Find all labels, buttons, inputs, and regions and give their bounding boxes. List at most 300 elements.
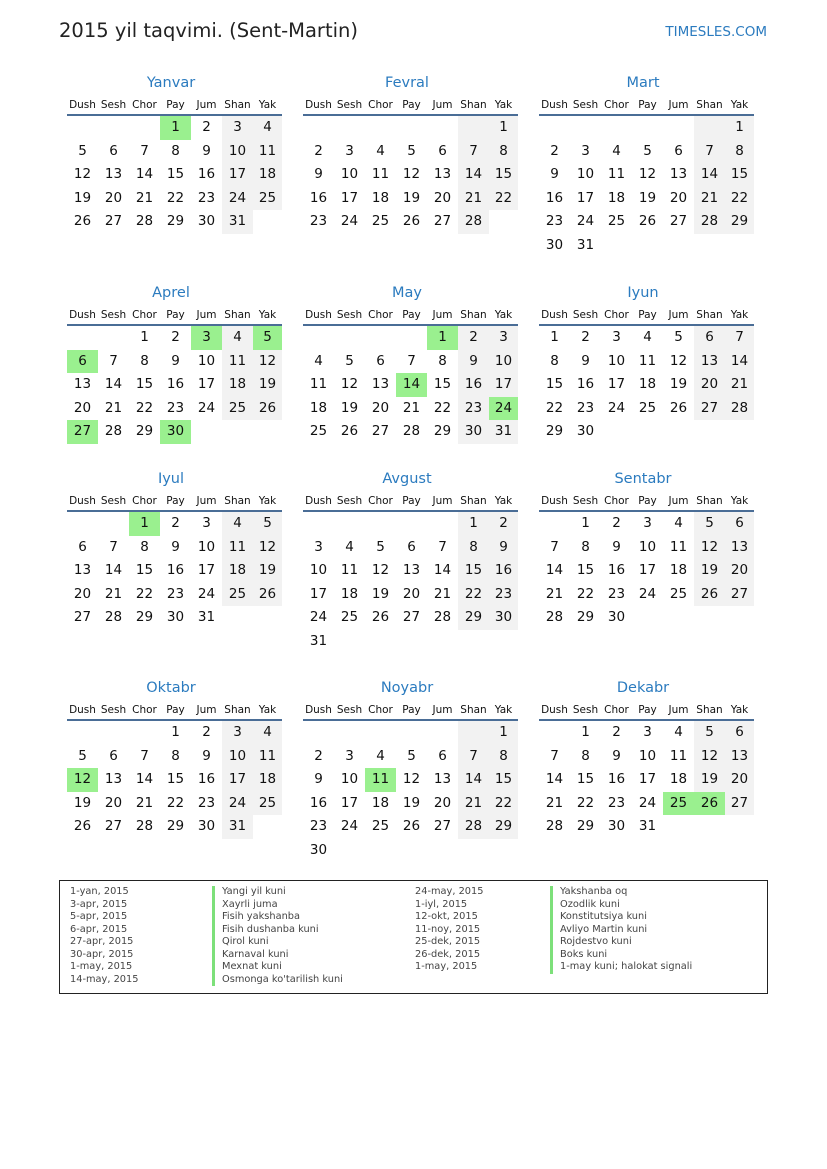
month-name: Oktabr [146,680,196,696]
day-cell: 23 [576,399,595,416]
day-cell: 23 [607,585,626,602]
weekday-label: Dush [305,704,332,716]
day-empty [458,116,489,140]
day-cell: 20 [433,189,452,206]
day-cell: 22 [576,585,595,602]
day-cell: 29 [135,609,154,625]
day-cell: 19 [340,399,359,416]
legend-date: 11-noy, 2015 [415,923,481,935]
day-cell: 25 [607,213,626,229]
legend-holiday-name: Mexnat kuni [212,961,282,974]
day-cell: 26 [253,397,282,421]
day-cell: 26 [253,583,282,607]
day-empty [489,630,518,654]
day-cell: 18 [607,189,626,206]
day-cell: 21 [694,187,725,211]
week-row [303,536,518,560]
day-empty [334,839,365,863]
day-cell: 2 [171,515,180,531]
day-cell: 26 [371,609,390,625]
day-cell: 11 [253,140,282,164]
day-cell: 28 [458,210,489,234]
week-row [303,350,518,374]
day-cell: 6 [725,721,754,745]
day-cell: 17 [638,562,657,578]
legend-date: 5-apr, 2015 [70,911,128,922]
day-cell: 3 [612,329,621,345]
weekday-label: Pay [166,309,185,321]
day-cell: 1 [458,512,489,536]
day-cell: 8 [489,140,518,164]
day-empty [365,116,396,140]
day-cell: 1 [171,724,180,740]
day-empty [129,116,160,140]
legend-date: 14-may, 2015 [70,973,139,985]
day-cell: 11 [669,747,688,764]
day-cell: 31 [576,236,595,253]
day-cell: 4 [674,724,683,740]
day-cell: 14 [458,768,489,792]
day-holiday: 24 [489,397,518,421]
week-row [539,234,754,258]
day-cell: 21 [545,585,564,602]
day-holiday: 1 [160,116,191,140]
day-cell: 3 [643,515,652,531]
weekday-label: Pay [638,495,657,507]
week-row [539,397,754,421]
day-cell: 19 [694,559,725,583]
day-cell: 16 [607,771,626,787]
day-cell: 27 [371,423,390,439]
day-cell: 10 [309,562,328,578]
weekday-label: Yak [258,99,277,111]
day-cell: 22 [489,792,518,816]
day-empty [632,420,663,444]
day-cell: 12 [669,352,688,369]
day-cell: 4 [376,142,385,159]
day-cell: 10 [197,538,216,555]
day-cell: 9 [581,352,590,369]
day-cell: 17 [489,373,518,397]
day-cell: 5 [78,142,87,159]
day-cell: 29 [545,423,564,439]
day-cell: 6 [109,142,118,159]
week-row [67,606,282,630]
day-cell: 14 [104,376,123,392]
week-row [303,397,518,421]
day-cell: 27 [694,397,725,421]
day-empty [253,815,282,839]
day-cell: 14 [135,771,154,787]
weekday-label: Pay [638,309,657,321]
day-cell: 5 [345,352,354,369]
day-cell: 2 [612,515,621,531]
day-cell: 18 [638,376,657,392]
day-empty [539,721,570,745]
day-cell: 23 [607,794,626,811]
day-cell: 23 [166,399,185,416]
day-cell: 12 [340,376,359,392]
day-cell: 27 [433,213,452,229]
day-cell: 16 [166,376,185,392]
day-holiday: 6 [67,350,98,374]
day-cell: 30 [576,423,595,439]
week-row [539,536,754,560]
day-cell: 9 [171,352,180,369]
day-cell: 16 [309,794,328,811]
day-cell: 13 [433,166,452,182]
week-row [303,512,518,536]
day-cell: 26 [73,213,92,229]
legend-holiday-name: Fisih yakshanba [212,911,300,924]
day-cell: 19 [253,373,282,397]
weekday-label: Shan [224,99,251,111]
month-name: Noyabr [380,680,434,696]
day-cell: 2 [171,329,180,345]
day-empty [67,721,98,745]
day-cell: 3 [643,724,652,740]
weekday-label: Sesh [572,495,599,507]
day-cell: 17 [607,376,626,392]
day-cell: 11 [340,562,359,578]
day-cell: 18 [371,794,390,811]
day-cell: 13 [371,376,390,392]
day-cell: 19 [371,585,390,602]
day-cell: 15 [545,376,564,392]
day-empty [334,630,365,654]
weekday-label: Jum [432,309,453,321]
day-empty [427,839,458,863]
day-cell: 9 [171,538,180,555]
day-empty [334,512,365,536]
week-row [67,140,282,164]
week-row [539,792,754,816]
day-cell: 4 [643,329,652,345]
legend-holiday-name: Karnaval kuni [212,949,288,962]
day-cell: 25 [340,609,359,625]
day-cell: 18 [222,559,253,583]
day-empty [396,116,427,140]
day-cell: 7 [438,538,447,555]
weekday-label: Jum [196,495,217,507]
legend-date: 12-okt, 2015 [415,911,478,922]
week-row [303,163,518,187]
day-cell: 6 [438,142,447,159]
day-cell: 29 [458,606,489,630]
day-cell: 7 [109,352,118,369]
day-cell: 10 [340,166,359,182]
day-cell: 20 [725,559,754,583]
day-cell: 22 [489,187,518,211]
day-cell: 27 [433,818,452,834]
day-empty [303,116,334,140]
weekday-label: Pay [402,704,421,716]
day-empty [427,630,458,654]
weekday-label: Pay [402,99,421,111]
day-empty [396,721,427,745]
weekday-label: Dush [541,704,568,716]
legend-date: 25-dek, 2015 [415,936,481,947]
day-cell: 16 [545,189,564,206]
day-cell: 25 [253,187,282,211]
day-empty [489,839,518,863]
day-empty [663,420,694,444]
day-cell: 31 [309,632,328,649]
day-cell: 3 [222,721,253,745]
week-row [303,630,518,654]
day-cell: 24 [576,213,595,229]
week-row [539,745,754,769]
day-cell: 7 [725,326,754,350]
week-row [303,815,518,839]
month-name: Fevral [385,75,429,91]
week-row [67,350,282,374]
day-cell: 18 [371,189,390,206]
day-cell: 2 [202,724,211,740]
weekday-label: Chor [604,495,629,507]
day-empty [129,721,160,745]
day-cell: 28 [433,609,452,625]
day-cell: 20 [694,373,725,397]
week-row [67,721,282,745]
weekday-label: Sesh [100,704,127,716]
day-cell: 28 [545,818,564,834]
day-empty [694,606,725,630]
week-row [539,350,754,374]
day-cell: 2 [458,326,489,350]
day-empty [365,326,396,350]
day-cell: 27 [104,818,123,834]
day-empty [67,116,98,140]
day-cell: 19 [73,189,92,206]
week-row [303,583,518,607]
day-empty [365,512,396,536]
day-cell: 6 [407,538,416,555]
week-row [303,210,518,234]
day-cell: 10 [638,747,657,764]
day-cell: 15 [433,376,452,392]
day-cell: 15 [166,166,185,182]
day-empty [191,420,222,444]
day-cell: 7 [458,140,489,164]
weekday-label: Pay [638,99,657,111]
weekday-label: Jum [668,99,689,111]
day-cell: 18 [222,373,253,397]
month-name: Dekabr [616,680,670,696]
legend-date: 1-may, 2015 [415,961,478,972]
page-title: 2015 yil taqvimi. (Sent-Martin) [59,19,358,42]
day-cell: 11 [222,350,253,374]
day-empty [396,326,427,350]
day-cell: 22 [576,794,595,811]
day-cell: 8 [140,538,149,555]
week-row [539,768,754,792]
day-cell: 27 [402,609,421,625]
day-empty [663,606,694,630]
legend-date: 1-yan, 2015 [70,886,129,897]
day-empty [222,420,253,444]
week-row [539,606,754,630]
day-cell: 4 [253,116,282,140]
weekday-label: Shan [460,99,487,111]
day-cell: 5 [643,142,652,159]
month-avgust [296,468,518,653]
day-cell: 6 [674,142,683,159]
day-cell: 14 [135,166,154,182]
week-row [67,326,282,350]
day-empty [694,234,725,258]
weekday-label: Chor [368,495,393,507]
weekday-label: Jum [196,704,217,716]
day-cell: 31 [197,609,216,625]
day-cell: 8 [489,745,518,769]
week-row [303,721,518,745]
day-cell: 21 [104,399,123,416]
day-cell: 9 [458,350,489,374]
day-cell: 27 [669,213,688,229]
day-cell: 7 [694,140,725,164]
day-cell: 15 [725,163,754,187]
day-cell: 25 [371,818,390,834]
day-cell: 24 [607,399,626,416]
day-cell: 6 [78,538,87,555]
week-row [539,140,754,164]
day-cell: 30 [197,213,216,229]
weekday-header [67,304,282,326]
day-holiday: 1 [427,326,458,350]
weekday-label: Dush [69,99,96,111]
week-row [539,420,754,444]
day-cell: 5 [78,747,87,764]
weekday-label: Jum [668,704,689,716]
day-empty [458,630,489,654]
day-cell: 10 [222,745,253,769]
week-row [539,187,754,211]
day-empty [663,234,694,258]
day-cell: 24 [340,213,359,229]
legend-holiday-name: Yangi yil kuni [212,886,286,899]
legend-date: 30-apr, 2015 [70,948,134,960]
weekday-label: Yak [494,309,513,321]
weekday-label: Shan [224,309,251,321]
weekday-label: Chor [368,704,393,716]
day-cell: 10 [489,350,518,374]
day-cell: 16 [576,376,595,392]
day-cell: 22 [545,399,564,416]
week-row [303,373,518,397]
day-cell: 27 [725,583,754,607]
day-empty [632,234,663,258]
day-empty [396,630,427,654]
weekday-label: Pay [166,704,185,716]
day-cell: 10 [197,352,216,369]
day-cell: 9 [550,166,559,182]
day-cell: 29 [489,815,518,839]
day-cell: 10 [607,352,626,369]
day-cell: 8 [458,536,489,560]
weekday-header [67,94,282,116]
day-cell: 30 [309,841,328,858]
day-cell: 6 [694,326,725,350]
weekday-label: Shan [224,704,251,716]
day-cell: 25 [222,397,253,421]
month-name: Avgust [382,471,432,487]
day-cell: 10 [340,771,359,787]
week-row [539,210,754,234]
weekday-label: Sesh [336,99,363,111]
day-cell: 19 [402,189,421,206]
legend-holiday-name: 1-may kuni; halokat signali [550,961,692,974]
day-cell: 25 [309,423,328,439]
weekday-label: Yak [258,309,277,321]
weekday-label: Dush [69,704,96,716]
day-cell: 29 [725,210,754,234]
day-cell: 28 [104,423,123,439]
site-link[interactable]: TIMESLES.COM [665,24,767,40]
month-name: Aprel [152,285,190,301]
week-row [539,559,754,583]
day-cell: 24 [340,818,359,834]
day-empty [601,116,632,140]
day-holiday: 11 [365,768,396,792]
weekday-label: Yak [258,495,277,507]
weekday-label: Dush [541,309,568,321]
weekday-label: Dush [69,309,96,321]
weekday-header [303,699,518,721]
week-row [67,536,282,560]
day-cell: 9 [202,142,211,159]
week-row [539,373,754,397]
day-cell: 9 [489,536,518,560]
day-holiday: 1 [129,512,160,536]
day-cell: 24 [309,609,328,625]
day-cell: 6 [725,512,754,536]
day-cell: 9 [314,166,323,182]
week-row [67,745,282,769]
month-yanvar [60,72,282,234]
weekday-label: Chor [132,309,157,321]
weekday-header [539,94,754,116]
weekday-label: Dush [305,495,332,507]
day-cell: 26 [402,818,421,834]
day-cell: 4 [376,747,385,764]
day-holiday: 12 [67,768,98,792]
day-cell: 20 [104,794,123,811]
weekday-label: Sesh [572,704,599,716]
day-cell: 4 [222,326,253,350]
legend-holiday-name: Xayrli juma [212,899,278,912]
day-cell: 6 [109,747,118,764]
week-row [67,187,282,211]
day-holiday: 3 [191,326,222,350]
day-cell: 4 [612,142,621,159]
day-cell: 3 [202,515,211,531]
weekday-label: Sesh [100,99,127,111]
day-cell: 13 [694,350,725,374]
day-cell: 7 [140,142,149,159]
day-empty [427,512,458,536]
day-cell: 5 [253,512,282,536]
week-row [67,512,282,536]
weekday-label: Sesh [336,704,363,716]
day-cell: 29 [576,609,595,625]
month-name: Iyul [157,471,185,487]
day-cell: 23 [197,189,216,206]
day-cell: 1 [581,515,590,531]
day-cell: 13 [669,166,688,182]
day-cell: 8 [581,538,590,555]
week-row [539,512,754,536]
